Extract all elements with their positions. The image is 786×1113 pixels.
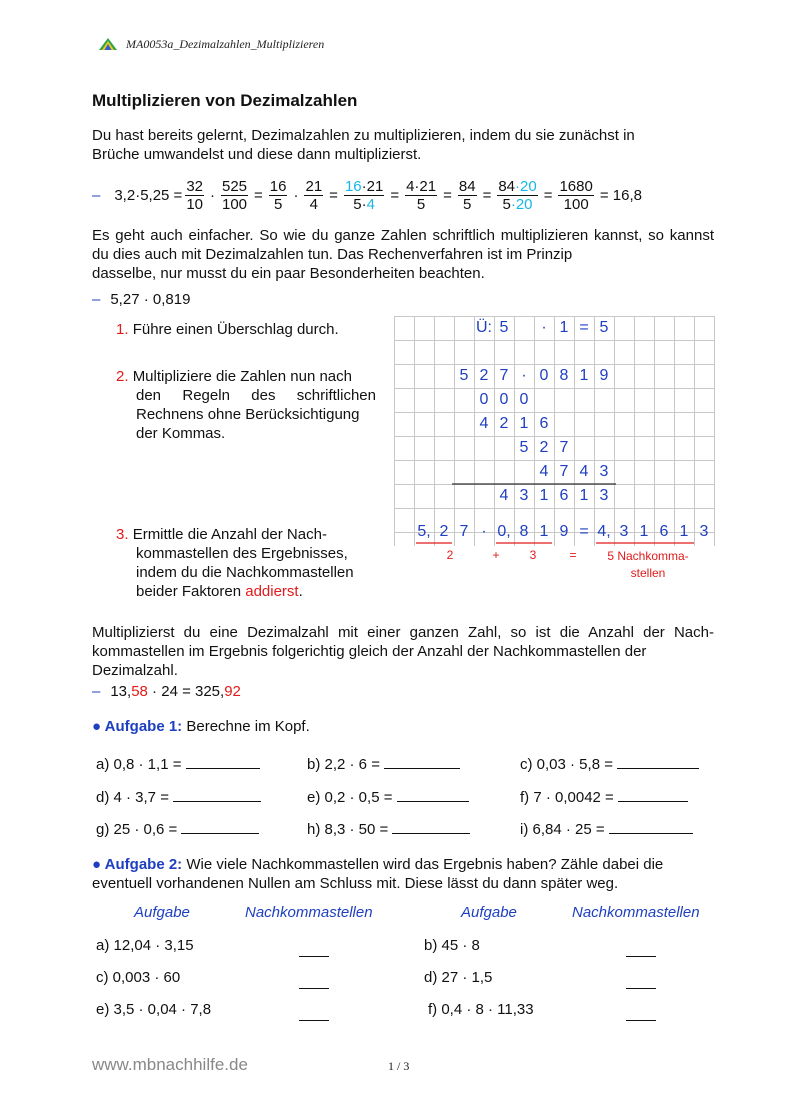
- grid-cell: 1: [639, 523, 649, 540]
- grid-cell: 5: [599, 319, 609, 336]
- exercise-item: b) 2,2 · 6 =: [307, 754, 460, 773]
- exercise-item: d) 4 · 3,7 =: [96, 787, 261, 806]
- grid-cell: 2: [479, 367, 489, 384]
- grid-cell: ·: [541, 319, 547, 336]
- grid-cell: ·: [481, 523, 487, 540]
- answer-blank[interactable]: [626, 974, 656, 989]
- grid-cell: 4: [539, 463, 549, 480]
- answer-blank[interactable]: [299, 974, 329, 989]
- grid-cell: 5: [459, 367, 469, 384]
- grid-cell: 5: [519, 439, 529, 456]
- footer-url: www.mbnachhilfe.de: [92, 1055, 248, 1074]
- answer-blank[interactable]: [626, 1006, 656, 1021]
- grid-cell: 1: [579, 487, 589, 504]
- exercise-item: a) 0,8 · 1,1 =: [96, 754, 260, 773]
- grid-cell: 1: [539, 523, 549, 540]
- example-multiplication: – 5,27 · 0,819: [92, 291, 191, 308]
- step-1: 1. Führe einen Überschlag durch.: [116, 321, 339, 338]
- decimal-count-note: 5 Nachkomma- stellen: [607, 549, 689, 580]
- grid-cell: =: [579, 523, 589, 540]
- page-title: Multiplizieren von Dezimalzahlen: [92, 91, 358, 110]
- grid-cell: 1: [519, 415, 529, 432]
- grid-cell: 5,: [417, 523, 431, 540]
- grid-cell: 0: [479, 391, 489, 408]
- exercise-item: h) 8,3 · 50 =: [307, 819, 470, 838]
- grid-cell: 4: [579, 463, 589, 480]
- decimal-count-note: 3: [529, 548, 537, 562]
- grid-cell: 7: [499, 367, 509, 384]
- grid-cell: 0,: [497, 523, 511, 540]
- grid-cell: 3: [519, 487, 529, 504]
- grid-cell: 8: [519, 523, 529, 540]
- logo-icon: [98, 37, 118, 51]
- fraction-equation: – 3,2·5,25 = $\frac{32}{10}$ · $\frac{525}{100}$ = $\frac{16}{5}$ · $\frac{21}{4}$ = $\frac{16\cdot 21}{5\cdot 4}$ = $\frac{4\cdot 21}{5}$ = $\frac{84}{5}$ = $\frac{84\cdot 20}{5\cdot 20}$ = $\frac{1680}{100}$ = 16,8: [92, 177, 642, 213]
- grid-cell: 1: [579, 367, 589, 384]
- exercise-item: f) 7 · 0,0042 =: [520, 787, 688, 806]
- grid-cell: 2: [499, 415, 509, 432]
- page-number: 1 / 3: [388, 1059, 410, 1073]
- grid-cell: 2: [439, 523, 449, 540]
- decimal-count-note: =: [569, 548, 577, 562]
- grid-cell: 0: [519, 391, 529, 408]
- grid-cell: 5: [499, 319, 509, 336]
- answer-blank[interactable]: [299, 942, 329, 957]
- grid-cell: 4: [499, 487, 509, 504]
- grid-cell: 7: [459, 523, 469, 540]
- grid-cell: 1: [559, 319, 569, 336]
- decimal-count-note: 2: [446, 548, 454, 562]
- column-header-places: Nachkommastellen: [572, 904, 700, 921]
- grid-cell: 3: [599, 487, 609, 504]
- grid-cell: 9: [599, 367, 609, 384]
- grid-cell: 2: [539, 439, 549, 456]
- answer-blank[interactable]: [626, 942, 656, 957]
- step-3: 3. Ermittle die Anzahl der Nach- kommastellen des Ergebnisses, indem du die Nachkommastellen beider Faktoren addierst.: [116, 526, 354, 600]
- page-header: [98, 36, 324, 52]
- grid-cell: 3: [699, 523, 709, 540]
- grid-cell: 6: [559, 487, 569, 504]
- grid-cell: 4,: [597, 523, 611, 540]
- task-2-heading: ● Aufgabe 2: Wie viele Nachkommastellen wird das Ergebnis haben? Zähle dabei die eventuell vorhandenen Nullen am Schluss mit. Diese lässt du dann später weg.: [92, 856, 664, 892]
- exercise-item: i) 6,84 · 25 =: [520, 819, 693, 838]
- grid-cell: ·: [521, 367, 527, 384]
- exercise-item: a) 12,04 · 3,15: [96, 937, 194, 954]
- exercise-item: e) 0,2 · 0,5 =: [307, 787, 469, 806]
- grid-cell: 6: [659, 523, 669, 540]
- task-1-heading: ● Aufgabe 1: Berechne im Kopf.: [92, 718, 310, 735]
- example-integer-multiplication: – 13,58 · 24 = 325,92: [92, 683, 241, 700]
- intro-paragraph: Du hast bereits gelernt, Dezimalzahlen zu multiplizieren, indem du sie zunächst in Brüche umwandelst und diese dann multiplizierst.: [92, 127, 635, 163]
- method-paragraph: Es geht auch einfacher. So wie du ganze Zahlen schriftlich multiplizieren kannst, so kannst du dies auch mit Dezimalzahlen tun. Das Rechenverfahren ist im Prinzip dasselbe, nur musst du ein paar Besonderheiten beachten.: [92, 227, 714, 282]
- grid-lines: [394, 316, 716, 546]
- grid-cell: 6: [539, 415, 549, 432]
- exercise-item: c) 0,03 · 5,8 =: [520, 754, 699, 773]
- grid-cell: 1: [679, 523, 689, 540]
- integer-rule-paragraph: Multiplizierst du eine Dezimalzahl mit einer ganzen Zahl, so ist die Anzahl der Nach- kommastellen im Ergebnis folgerichtig gleich der Anzahl der Nachkommastellen der Dezimalzahl.: [92, 624, 714, 679]
- step-2: 2. Multipliziere die Zahlen nun nach den Regeln des schriftlichen Rechnens ohne Berücksichtigung der Kommas.: [116, 368, 376, 442]
- grid-cell: 0: [499, 391, 509, 408]
- grid-cell: 1: [539, 487, 549, 504]
- grid-cell: 4: [479, 415, 489, 432]
- grid-cell: 9: [559, 523, 569, 540]
- exercise-item: c) 0,003 · 60: [96, 969, 181, 986]
- grid-cell: =: [579, 319, 589, 336]
- grid-cell: 0: [539, 367, 549, 384]
- exercise-item: e) 3,5 · 0,04 · 7,8: [96, 1001, 212, 1018]
- grid-cell: 7: [559, 463, 569, 480]
- exercise-item: f) 0,4 · 8 · 11,33: [428, 1001, 534, 1018]
- doc-id: MA0053a_Dezimalzahlen_Multiplizieren: [126, 36, 325, 51]
- exercise-item: d) 27 · 1,5: [424, 969, 493, 986]
- column-header-places: Nachkommastellen: [245, 904, 373, 921]
- decimal-count-note: +: [492, 548, 500, 562]
- exercise-item: b) 45 · 8: [424, 937, 480, 954]
- exercise-item: g) 25 · 0,6 =: [96, 819, 259, 838]
- column-header-task: Aufgabe: [134, 904, 190, 921]
- grid-cell: Ü:: [476, 319, 492, 336]
- grid-cell: 3: [619, 523, 629, 540]
- grid-cell: 8: [559, 367, 569, 384]
- answer-blank[interactable]: [299, 1006, 329, 1021]
- grid-cell: 7: [559, 439, 569, 456]
- grid-cell: 3: [599, 463, 609, 480]
- column-header-task: Aufgabe: [461, 904, 517, 921]
